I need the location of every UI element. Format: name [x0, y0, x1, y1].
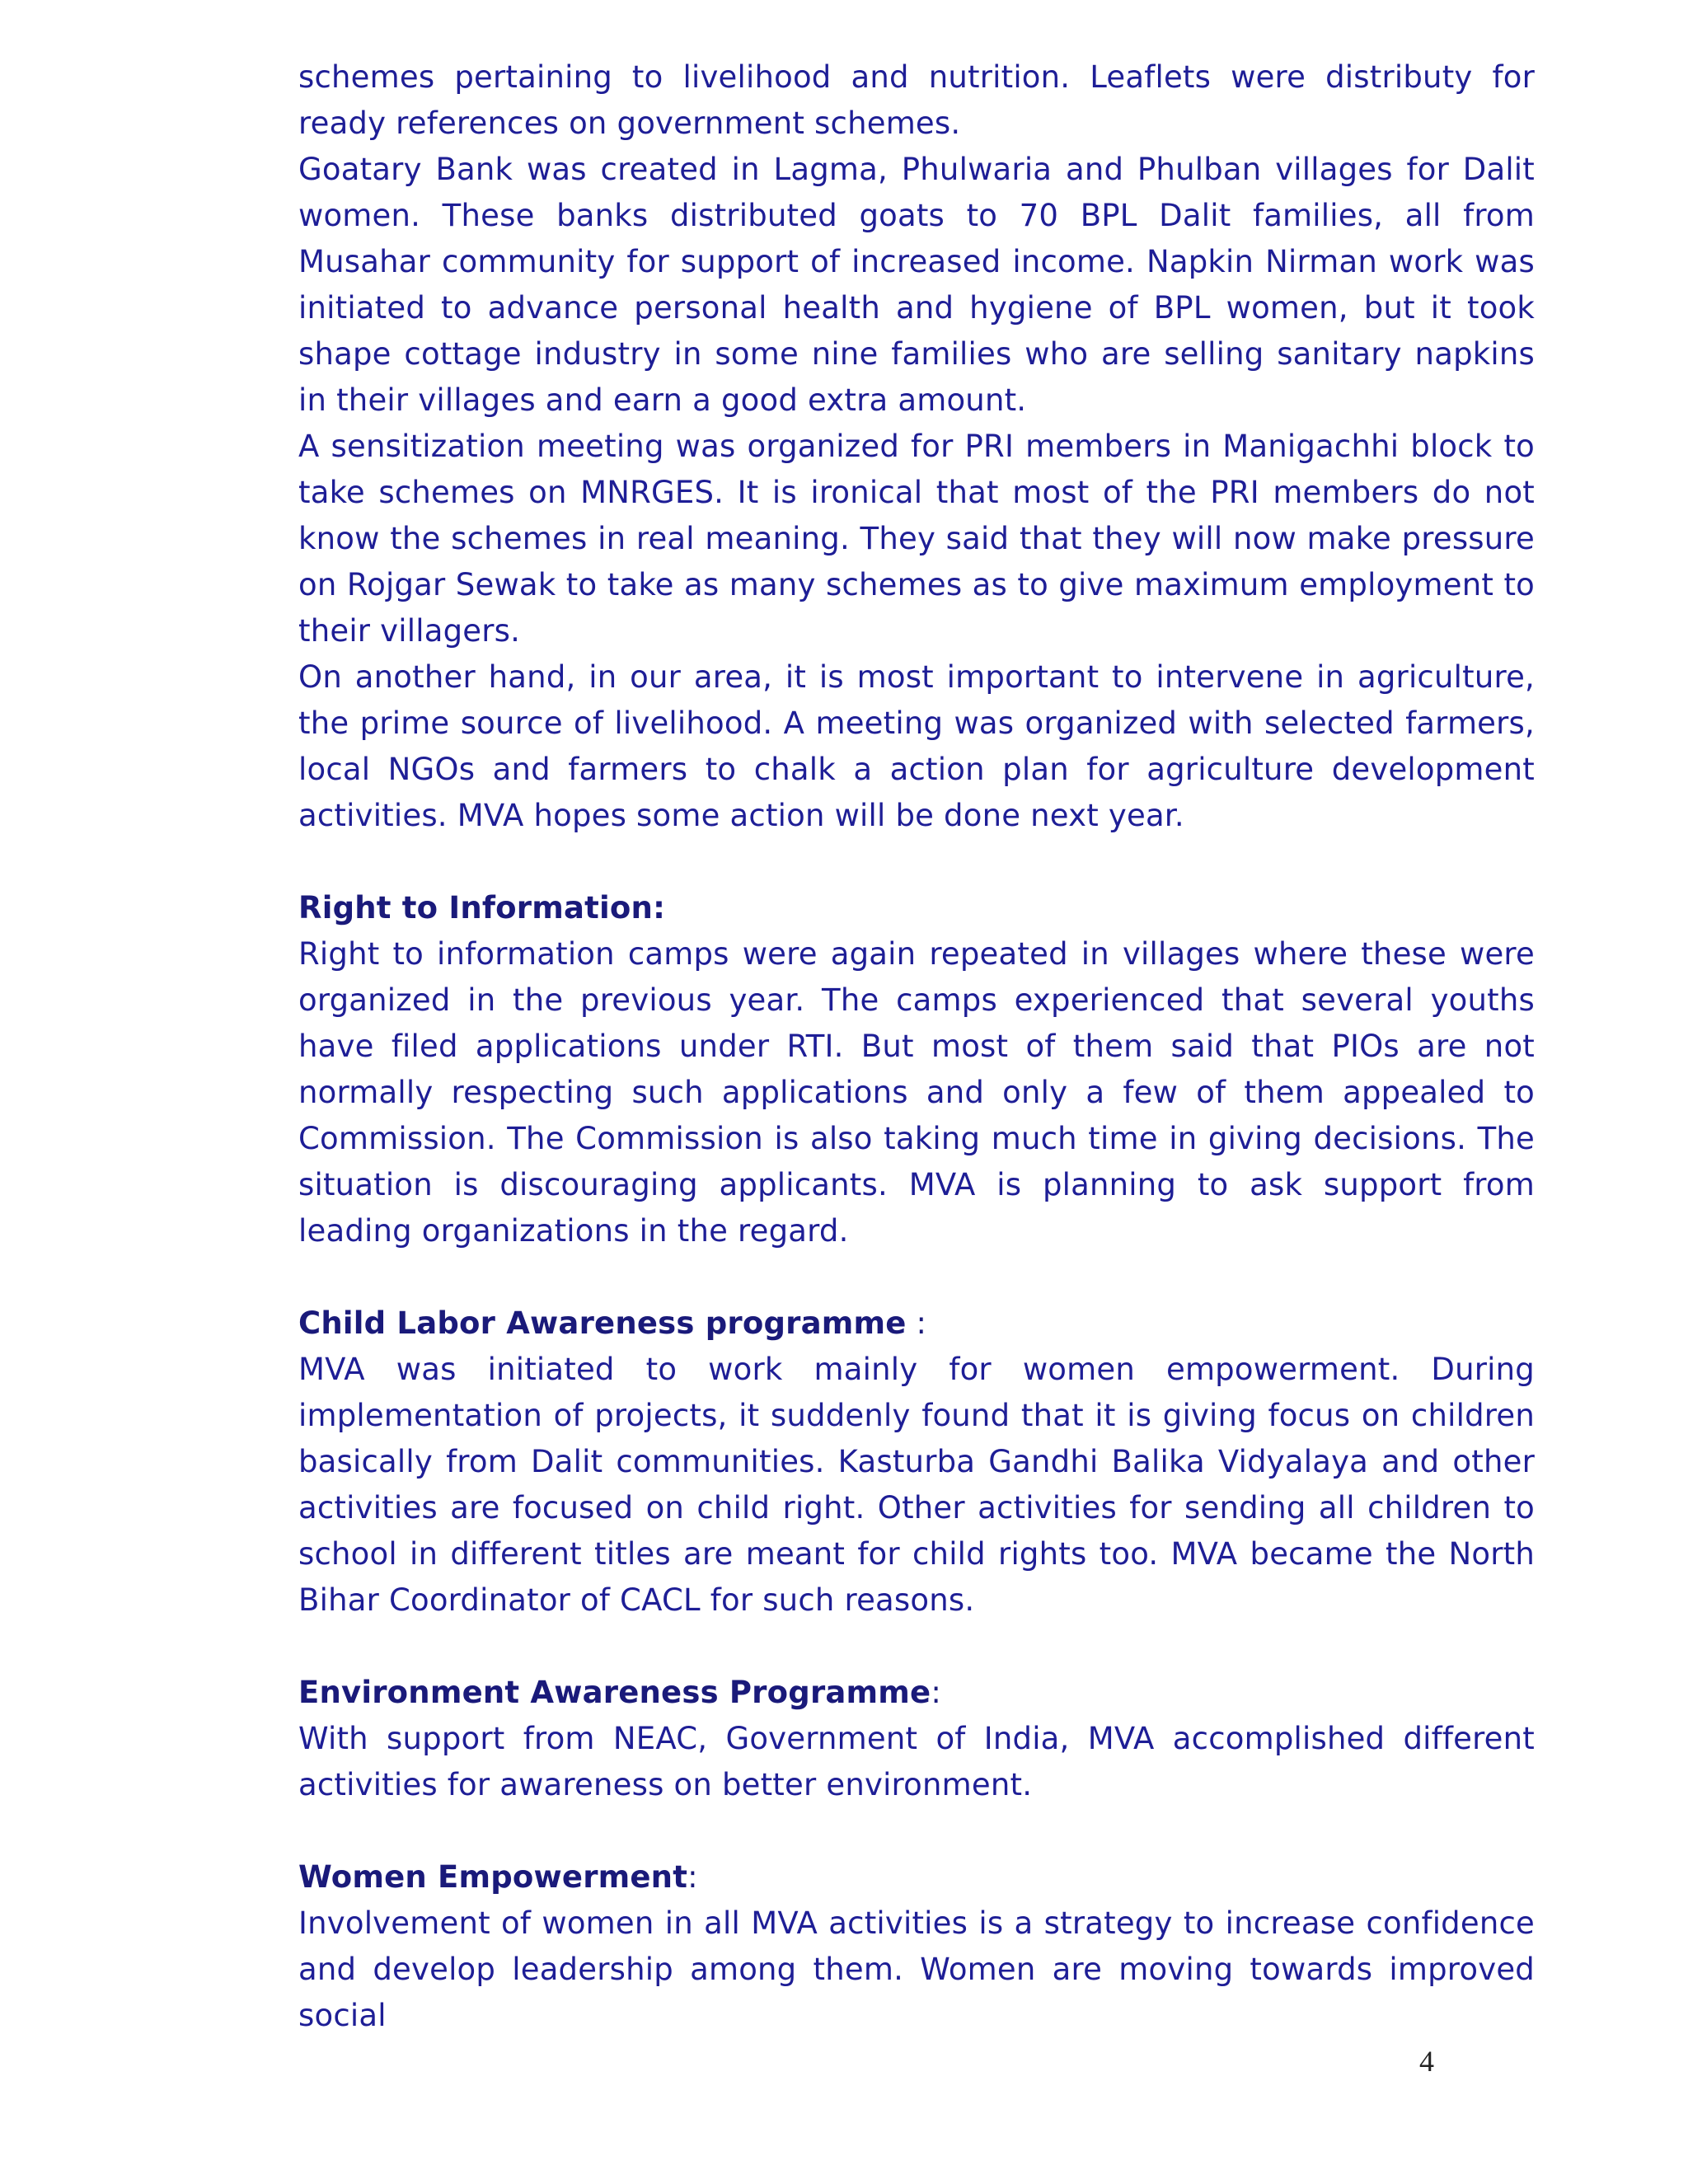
heading-child-labor-colon: :	[906, 1305, 927, 1341]
heading-women-colon: :	[687, 1859, 698, 1895]
document-body	[298, 54, 1535, 2039]
heading-child-labor-text: Child Labor Awareness programme	[298, 1305, 907, 1341]
paragraph-child-labor: MVA was initiated to work mainly for women empowerment. During implementation of projects, it suddenly found that it is giving focus on children basically from Dalit communities. Kasturba Gandhi Balika Vidyalaya and other activities are focused on child right. Other activities for sending all children to school in different titles are meant for child rights too. MVA became the North Bihar Coordinator of CACL for such reasons.	[298, 1352, 1535, 1618]
paragraph-agriculture: On another hand, in our area, it is most important to intervene in agriculture, the prime source of livelihood. A meeting was organized with selected farmers, local NGOs and farmers to chalk a action plan for agriculture development activities. MVA hopes some action will be done next year.	[298, 659, 1535, 833]
section-spacer	[298, 1624, 1535, 1670]
paragraph-environment: With support from NEAC, Government of India, MVA accomplished different activities for awareness on better environment.	[298, 1721, 1535, 1802]
heading-environment-colon: :	[931, 1675, 942, 1710]
paragraph-women-empowerment: Involvement of women in all MVA activities is a strategy to increase confidence and develop leadership among them. Women are moving towards improved social	[298, 1905, 1535, 2033]
heading-women-text: Women Empowerment	[298, 1859, 688, 1895]
heading-environment-text: Environment Awareness Programme	[298, 1675, 931, 1710]
section-spacer	[298, 1254, 1535, 1301]
paragraph-pri-sensitization: A sensitization meeting was organized for PRI members in Manigachhi block to take schemes on MNRGES. It is ironical that most of the PRI members do not know the schemes in real meaning. They said that they will now make pressure on Rojgar Sewak to take as many schemes as to give maximum employment to their villagers.	[298, 429, 1535, 649]
heading-child-labor	[298, 1301, 1535, 1347]
paragraph-schemes-leaflets: schemes pertaining to livelihood and nutrition. Leaflets were distributy for ready references on government schemes.	[298, 59, 1535, 141]
heading-women-empowerment	[298, 1854, 1535, 1900]
section-spacer	[298, 839, 1535, 885]
paragraph-right-to-information: Right to information camps were again repeated in villages where these were organized in the previous year. The camps experienced that several youths have filed applications under RTI. But most of them said that PIOs are not normally respecting such applications and only a few of them appealed to Commission. The Commission is also taking much time in giving decisions. The situation is discouraging applicants. MVA is planning to ask support from leading organizations in the regard.	[298, 936, 1535, 1249]
heading-rti-text: Right to Information:	[298, 890, 666, 926]
heading-environment	[298, 1670, 1535, 1716]
paragraph-goatary-bank: Goatary Bank was created in Lagma, Phulwaria and Phulban villages for Dalit women. These banks distributed goats to 70 BPL Dalit families, all from Musahar community for support of increased income. Napkin Nirman work was initiated to advance personal health and hygiene of BPL women, but it took shape cottage industry in some nine families who are selling sanitary napkins in their villages and earn a good extra amount.	[298, 152, 1535, 418]
page-number: 4	[1419, 2045, 1434, 2078]
heading-right-to-information	[298, 885, 1535, 931]
section-spacer	[298, 1808, 1535, 1854]
